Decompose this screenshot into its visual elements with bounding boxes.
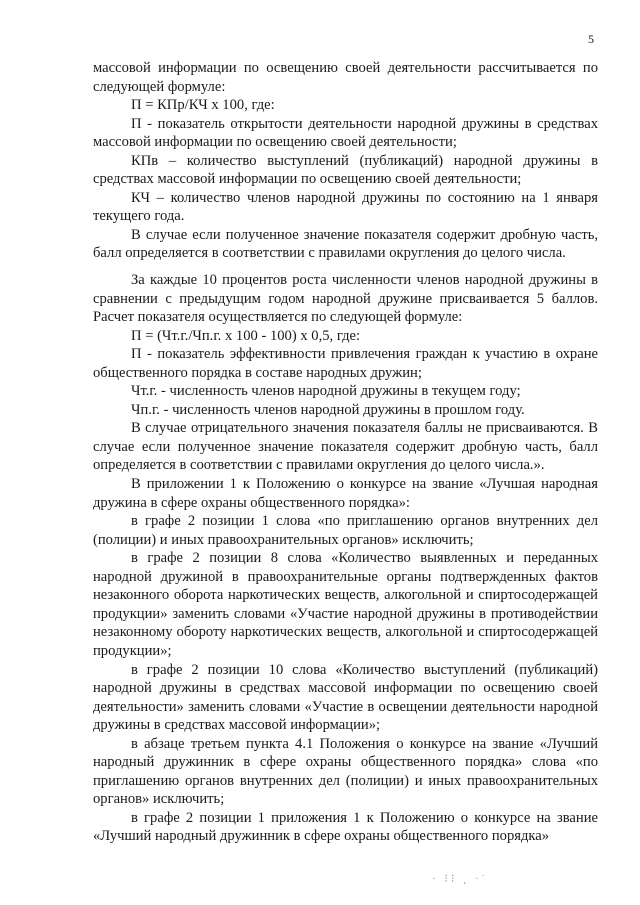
paragraph: Чп.г. - численность членов народной дружины в прошлом году.	[131, 401, 525, 418]
paragraph: в графе 2 позиции 8 слова «Количество выявленных и переданных народной дружиной в правоохранительные органы подтвержденных фактов незаконного оборота наркотических веществ, алкогольной и спиртосодержащей продукции» заменить словами «Участие народной дружины в противодействии незаконному обороту наркотических веществ, алкогольной и спиртосодержащей продукции»;	[93, 550, 598, 659]
formula-openness: П = КПр/КЧ х 100, где:	[131, 97, 275, 114]
paragraph: в графе 2 позиции 10 слова «Количество выступлений (публикаций) народной дружины в средствах массовой информации по освещению своей деятельности» заменить словами «Участие в освещении деятельности народной дружины в средствах массовой информации»;	[93, 661, 598, 734]
formula-growth: П = (Чт.г./Чп.г. х 100 - 100) х 0,5, где:	[131, 327, 361, 344]
paragraph: массовой информации по освещению своей деятельности рассчитывается по следующей формуле:	[93, 60, 598, 95]
paragraph: в графе 2 позиции 1 слова «по приглашению органов внутренних дел (полиции) и иных правоохранительных органов» исключить;	[93, 513, 598, 548]
page-number: 5	[588, 32, 594, 46]
paragraph: За каждые 10 процентов роста численности членов народной дружины в сравнении с предыдущим годом народной дружине присваивается 5 баллов. Расчет показателя осуществляется по следующей формуле:	[93, 272, 598, 326]
paragraph: П - показатель эффективности привлечения граждан к участию в охране общественного порядка в составе народных дружин;	[93, 346, 598, 381]
document-body	[93, 59, 598, 846]
paragraph: КПв – количество выступлений (публикаций) народной дружины в средствах массовой информации по освещению своей деятельности;	[93, 152, 598, 188]
paragraph: в графе 2 позиции 1 приложения 1 к Положению о конкурсе на звание «Лучший народный дружинник в сфере охраны общественного порядка»	[93, 809, 598, 845]
paragraph: В случае если полученное значение показателя содержит дробную часть, балл определяется в соответствии с правилами округления до целого числа.	[93, 226, 598, 262]
paragraph: Чт.г. - численность членов народной дружины в текущем году;	[131, 383, 521, 400]
paragraph: в абзаце третьем пункта 4.1 Положения о конкурсе на звание «Лучший народный дружинник в сфере охраны общественного порядка» слова «по приглашению органов внутренних дел (полиции) и иных правоохранительных органов» исключить;	[93, 735, 598, 808]
paragraph: В случае отрицательного значения показателя баллы не присваиваются. В случае если полученное значение показателя содержит дробную часть, балл определяется в соответствии с правилами округления до целого числа.».	[93, 420, 598, 474]
paragraph: П - показатель открытости деятельности народной дружины в средствах массовой информации по освещению своей деятельности;	[93, 115, 598, 151]
scan-artifact: · ⁝⁝ ˛ ∙˙	[432, 873, 488, 885]
paragraph: В приложении 1 к Положению о конкурсе на звание «Лучшая народная дружина в сфере охраны общественного порядка»:	[93, 476, 598, 511]
paragraph: КЧ – количество членов народной дружины по состоянию на 1 января текущего года.	[93, 189, 598, 225]
